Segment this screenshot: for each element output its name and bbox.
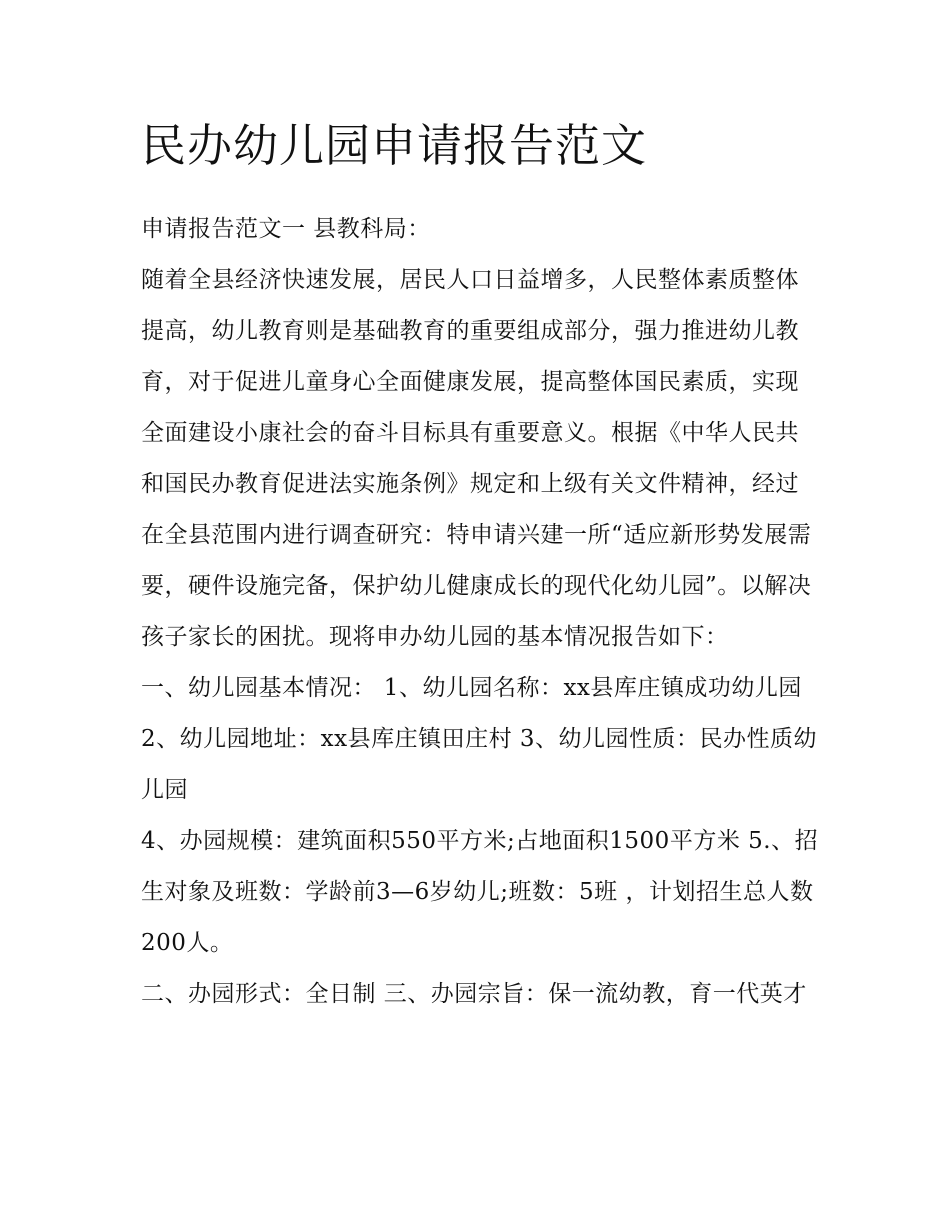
paragraph-introduction: 随着全县经济快速发展，居民人口日益增多，人民整体素质整体提高，幼儿教育则是基础教育的重要组成部分，强力推进幼儿教育，对于促进儿童身心全面健康发展，提高整体国民素质，实现全面建设小康社会的奋斗目标具有重要意义。根据《中华人民共和国民办教育促进法实施条例》规定和上级有关文件精神，经过在全县范围内进行调查研究：特申请兴建一所“适应新形势发展需要，硬件设施完备，保护幼儿健康成长的现代化幼儿园”。以解决孩子家长的困扰。现将申办幼儿园的基本情况报告如下：	[141, 267, 812, 650]
document-title: 民办幼儿园申请报告范文	[141, 119, 648, 172]
paragraph-scale-enrollment: 4、办园规模：建筑面积550平方米;占地面积1500平方米 5.、招生对象及班数：学龄前3—6岁幼儿;班数：5班 ，计划招生总人数200人。	[141, 828, 819, 956]
paragraph-form-purpose: 二、办园形式：全日制 三、办园宗旨：保一流幼教，育一代英才	[141, 981, 807, 1007]
document-page	[141, 110, 821, 1020]
paragraph-salutation: 申请报告范文一 县教科局：	[141, 216, 431, 242]
paragraph-basic-info: 一、幼儿园基本情况： 1、幼儿园名称：xx县库庄镇成功幼儿园 2、幼儿园地址：xx县库庄镇田庄村 3、幼儿园性质：民办性质幼儿园	[141, 675, 818, 803]
